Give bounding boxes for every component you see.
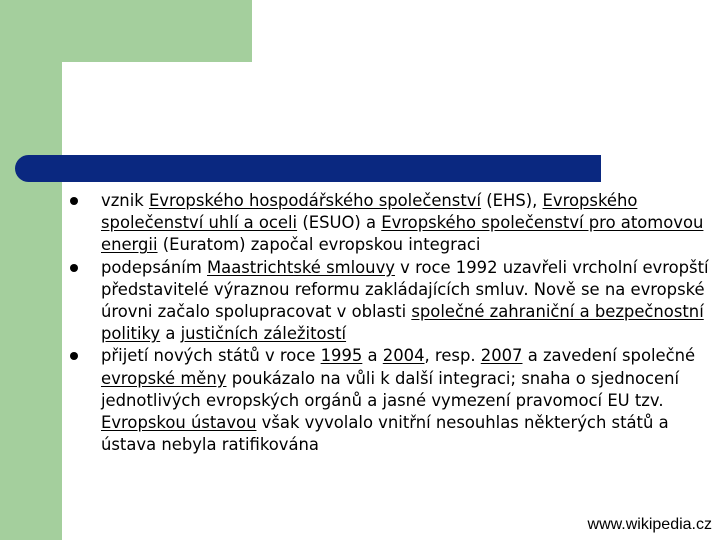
link-esuo[interactable]: Evropského společenství uhlí a oceli [101, 191, 638, 233]
link-euro[interactable]: evropské měny [101, 368, 227, 388]
link-constitution[interactable]: Evropskou ústavou [101, 413, 257, 433]
link-cfsp[interactable]: společné zahraniční a bezpečnostní politiky [101, 302, 704, 344]
bullet-item [70, 257, 710, 346]
bullet-item [70, 190, 710, 257]
link-2007[interactable]: 2007 [480, 346, 523, 366]
bullet-icon [70, 197, 78, 205]
bullet-text: a zavedení společné [522, 346, 696, 366]
link-ehs[interactable]: Evropského hospodářského společenství [148, 191, 482, 210]
bullet-text: podepsáním [101, 257, 208, 277]
bullet-text: poukázalo na vůli k další integraci; snaha o sjednocení jednotlivých evropských orgánů a jasné vymezení pravomocí EU tzv. [101, 368, 680, 410]
link-1995[interactable]: 1995 [320, 346, 363, 366]
bullet-text: však vyvolalo vnitřní nesouhlas některých států a ústava nebyla ratifikována [101, 413, 669, 455]
bullet-icon [70, 264, 78, 272]
title-bar [15, 155, 601, 182]
bullet-item [70, 345, 710, 456]
bullet-text: (EHS), [481, 191, 543, 210]
bullet-text: a [362, 346, 383, 366]
link-justice[interactable]: justičních záležitostí [180, 324, 347, 344]
source-footer: www.wikipedia.cz [587, 516, 712, 533]
bullet-list [70, 190, 710, 456]
link-maastricht[interactable]: Maastrichtské smlouvy [207, 257, 395, 277]
bullet-text: vznik [101, 191, 149, 210]
link-euratom[interactable]: Evropského společenství pro atomovou energii [101, 213, 704, 255]
bullet-text: (Euratom) započal evropskou integraci [157, 235, 481, 255]
bullet-text: v roce 1992 uzavřeli vrcholní evropští představitelé výraznou reformu zakládajících smluv. Nově se na evropské úrovni začalo spolupracovat v oblasti [101, 257, 709, 322]
bullet-icon [70, 352, 78, 360]
link-2004[interactable]: 2004 [382, 346, 425, 366]
bullet-text: (ESUO) a [297, 213, 382, 233]
bullet-text: a [160, 324, 181, 344]
bullet-text: přijetí nových států v roce [101, 346, 321, 366]
bullet-text: , resp. [424, 346, 481, 366]
